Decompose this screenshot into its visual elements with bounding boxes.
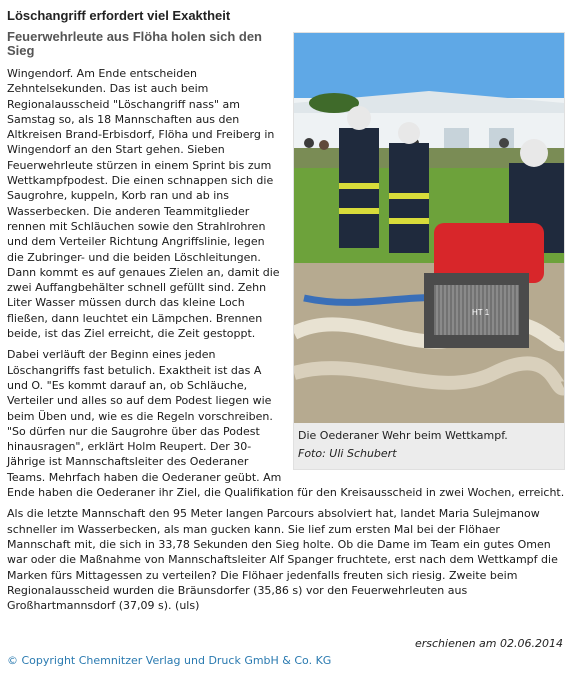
pump-label: HT 1 xyxy=(472,308,490,317)
photo-credit: Foto: Uli Schubert xyxy=(298,447,397,460)
article-photo xyxy=(294,33,564,423)
article-figure xyxy=(293,32,565,470)
copyright-link[interactable]: © Copyright Chemnitzer Verlag und Druck GmbH & Co. KG xyxy=(7,654,332,667)
article-paragraph-3: Als die letzte Mannschaft den 95 Meter langen Parcours absolviert hat, landet Maria Sulejmanow schneller im Wasserbecken, als man gucken kann. Sie lief zum ersten Mal bei der Flöhaer Mannschaft mit, die sich in 33,78 Sekunden den Sieg holte. Ob die Dame im Team ein gutes Omen war oder die Maßnahme von Mannschaftsleiter Alf Spanger fruchtete, erst nach dem Wettkampf die Marken fürs Mittagessen zu verteilen? Die Flöhaer jedenfalls freuten sich riesig. Zweite beim Regionalausscheid wurden die Bräunsdorfer (35,86 s) vor den Feuerwehrleuten aus Großhartmannsdorf (37,09 s). (uls) xyxy=(7,507,558,613)
article-paragraph-2: Dabei verläuft der Beginn eines jeden Löschangriffs fast betulich. Exaktheit ist das A und O. "Es kommt darauf an, ob Schläuche, Verteiler und alles so auf dem Podest liegen wie beim Üben und, wie es die Regeln vorschreiben. "So dürfen nur die Saugrohre über das Podest hinausragen", erklärt Holm Reupert. Der 30-Jährige ist Mannschaftsleiter des Oederaner Teams. Mehrfach haben die Oederaner geübt. Am Ende haben die Oederaner ihr Ziel, die Qualifikation für den Kreisausscheid in zwei Wochen, erreicht. xyxy=(7,348,565,500)
photo-caption: Die Oederaner Wehr beim Wettkampf. xyxy=(298,429,508,442)
article-paragraph-1: Wingendorf. Am Ende entscheiden Zehntelsekunden. Das ist auch beim Regionalausscheid "Löschangriff nass" am Samstag so, als 18 Mannschaften aus den Altkreisen Brand-Erbisdorf, Flöha und Freiberg in Wingendorf an den Start gehen. Sieben Feuerwehrleute stürzen in einem Sprint bis zum Wettkampfpodest. Die einen schnappen sich die Saugrohre, kuppeln, Korb ran und ab ins Wasserbecken. Die anderen Teammitglieder rennen mit Schläuchen sowie den Strahlrohren und dem Verteiler Richtung Angriffslinie, legen die Zubringer- und die beiden Löschleitungen. Dann kommt es auf genaues Zielen an, damit die zwei Auffangbehälter schnell gefüllt sind. Zehn Liter Wasser müssen durch das kleine Loch fließen, dann leuchtet ein Lämpchen. Brennen beide, ist das Ziel erreicht, die Zeit gestoppt. xyxy=(7,67,280,341)
headline: Löschangriff erfordert viel Exaktheit xyxy=(7,8,231,23)
subheadline: Feuerwehrleute aus Flöha holen sich den Sieg xyxy=(7,29,262,58)
published-date: erschienen am 02.06.2014 xyxy=(414,637,563,650)
article xyxy=(7,8,565,619)
